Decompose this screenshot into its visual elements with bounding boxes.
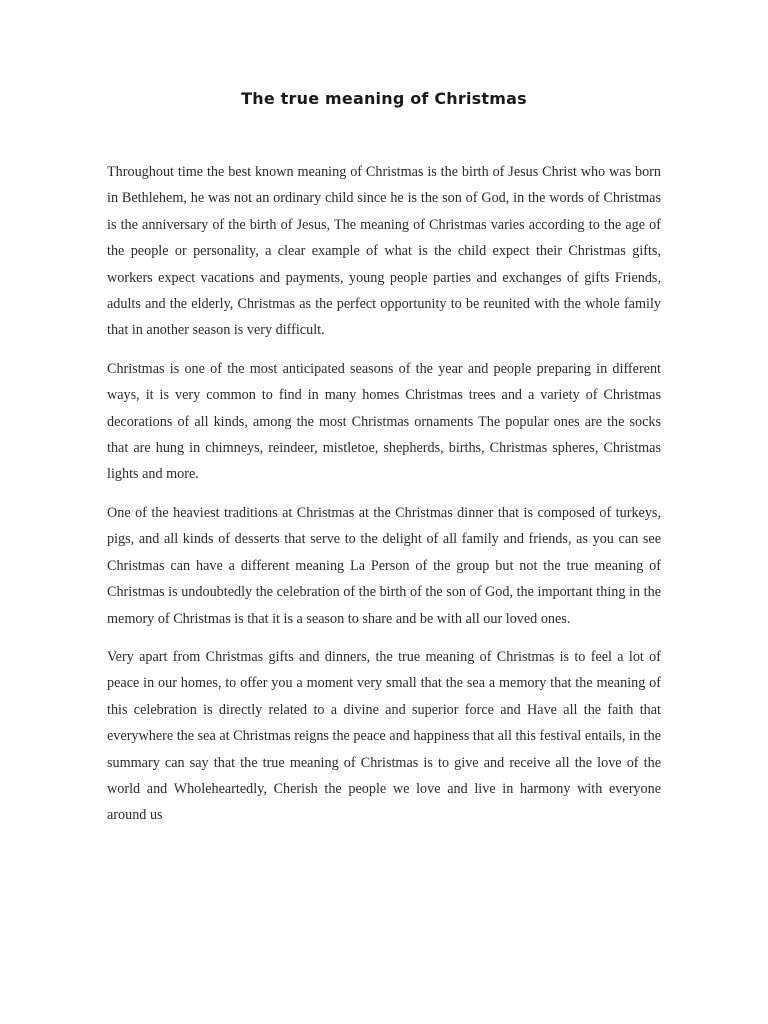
paragraph-4: Very apart from Christmas gifts and dinners, the true meaning of Christmas is to feel a lot of peace in our homes, to offer you a moment very small that the sea a memory that the meaning of this celebration is directly related to a divine and superior force and Have all the faith that everywhere the sea at Christmas reigns the peace and happiness that all this festival entails, in the summary can say that the true meaning of Christmas is to give and receive all the love of the world and Wholeheartedly, Cherish the people we love and live in harmony with everyone around us: [107, 648, 661, 824]
paragraph-1: Throughout time the best known meaning of Christmas is the birth of Jesus Christ who was born in Bethlehem, he was not an ordinary child since he is the son of God, in the words of Christmas is the anniversary of the birth of Jesus, The meaning of Christmas varies according to the age of the people or personality, a clear example of what is the child expect their Christmas gifts, workers expect vacations and payments, young people parties and exchanges of gifts Friends, adults and the elderly, Christmas as the perfect opportunity to be reunited with the whole family that in another season is very difficult.: [107, 164, 661, 339]
paragraph-3: One of the heaviest traditions at Christmas at the Christmas dinner that is composed of turkeys, pigs, and all kinds of desserts that serve to the delight of all family and friends, as you can see Christmas can have a different meaning La Person of the group but not the true meaning of Christmas is undoubtedly the celebration of the birth of the son of God, the important thing in the memory of Christmas is that it is a season to share and be with all our loved ones.: [107, 504, 661, 627]
paragraph-2: Christmas is one of the most anticipated seasons of the year and people preparing in different ways, it is very common to find in many homes Christmas trees and a variety of Christmas decorations of all kinds, among the most Christmas ornaments The popular ones are the socks that are hung in chimneys, reindeer, mistletoe, shepherds, births, Christmas spheres, Christmas lights and more.: [107, 360, 661, 483]
document-title: The true meaning of Christmas: [241, 89, 527, 108]
document-body: [107, 159, 661, 841]
